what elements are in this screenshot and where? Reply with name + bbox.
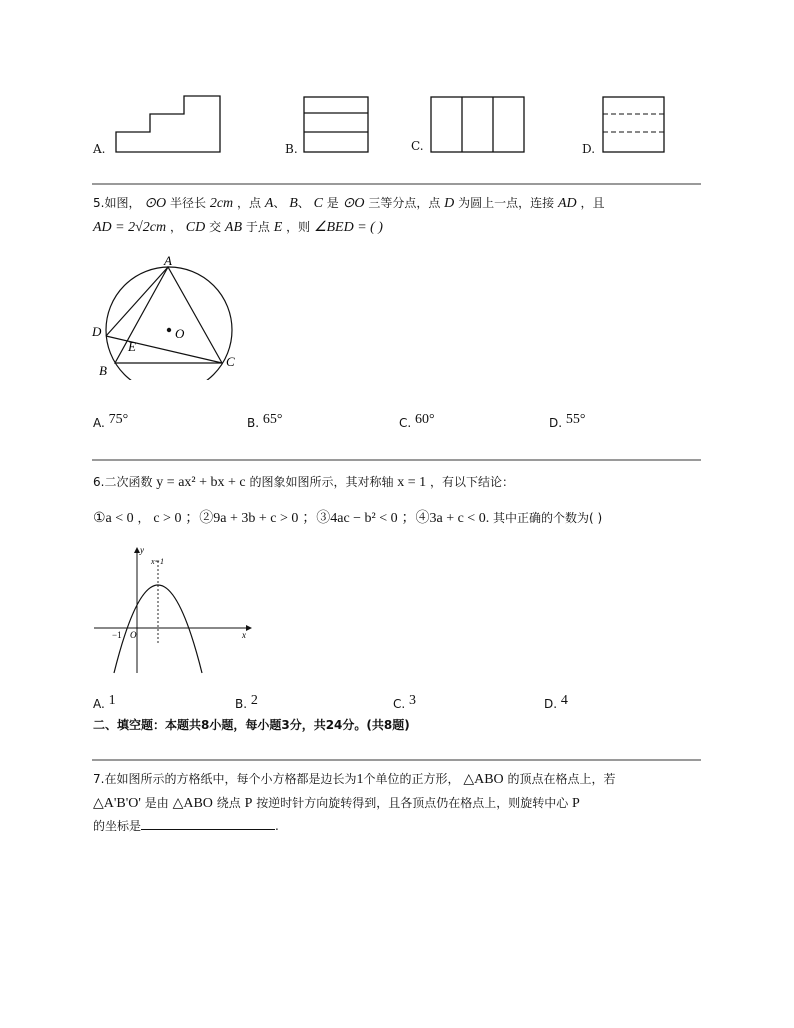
q4-figure-c-rectangle: [429, 95, 527, 155]
option-letter: D: [582, 142, 592, 156]
q4-option-d[interactable]: D.: [582, 142, 596, 156]
q7-stem-line1: 7.在如图所示的方格纸中，每个小方格都是边长为1个单位的正方形， △ABO 的顶点在格点上，若: [93, 772, 616, 787]
q4-figure-a-staircase: [114, 94, 224, 156]
label-neg1: −1: [112, 630, 122, 640]
q4-figure-b-rectangle: [302, 95, 370, 155]
label-a: A: [164, 253, 172, 268]
answer-blank[interactable]: [141, 817, 275, 830]
divider: [92, 183, 701, 185]
section-heading: 二、填空题：本题共8小题，每小题3分，共24分。(共8题): [93, 718, 410, 732]
q7-stem-line2: △A'B'O' 是由 △ABO 绕点 P 按逆时针方向旋转得到，且各顶点仍在格点上，则旋转中心 P: [93, 796, 580, 811]
divider: [92, 759, 701, 761]
q4-option-b[interactable]: B.: [285, 142, 298, 156]
q4-option-a[interactable]: A.: [93, 142, 106, 156]
label-e: E: [128, 339, 136, 354]
q6-option-b[interactable]: B. 2: [235, 693, 258, 711]
q5-option-b[interactable]: B. 65°: [247, 412, 283, 430]
q6-stem-line2: ①a < 0 ， c > 0 ；②9a + 3b + c > 0 ；③4ac − b² < 0 ；④3a + c < 0. 其中正确的个数为( ): [93, 511, 603, 526]
option-letter: C: [411, 139, 420, 153]
label-symmetry: x=1: [151, 557, 164, 566]
q6-option-d[interactable]: D. 4: [544, 693, 568, 711]
q4-option-c[interactable]: C.: [411, 139, 424, 153]
option-letter: B: [285, 142, 294, 156]
center-dot: [167, 328, 171, 332]
q5-option-d[interactable]: D. 55°: [549, 412, 586, 430]
q5-circle-figure: [88, 250, 248, 380]
q6-option-a[interactable]: A. 1: [93, 693, 116, 711]
q7-stem-line3: 的坐标是 .: [93, 819, 279, 833]
label-y: y: [140, 545, 144, 555]
label-origin: O: [130, 630, 137, 640]
label-b: B: [99, 363, 107, 378]
x-axis-arrow: [246, 625, 252, 631]
q6-option-c[interactable]: C. 3: [393, 693, 417, 711]
q5-stem-line2: AD = 2√2cm ， CD 交 AB 于点 E ，则 ∠BED = ( ): [93, 220, 383, 235]
q5-option-a[interactable]: A. 75°: [93, 412, 129, 430]
q6-stem-line1: 6.二次函数 y = ax² + bx + c 的图象如图所示，其对称轴 x = 1 ，有以下结论：: [93, 475, 515, 490]
q5-stem-line1: 5.如图， ⊙O 半径长 2cm ，点 A、 B、 C 是 ⊙O 三等分点，点 D 为圆上一点，连接 AD ，且: [93, 196, 605, 211]
label-c: C: [226, 354, 235, 369]
option-letter: A: [93, 142, 102, 156]
label-x: x: [242, 630, 246, 640]
segment-ad: [106, 267, 168, 336]
segment-dc: [106, 336, 222, 363]
label-o: O: [175, 326, 185, 341]
q6-parabola-graph: [90, 543, 255, 675]
q4-figure-d-rectangle-dashed: [601, 95, 667, 155]
label-d: D: [92, 324, 102, 339]
q5-option-c[interactable]: C. 60°: [399, 412, 435, 430]
divider: [92, 459, 701, 461]
